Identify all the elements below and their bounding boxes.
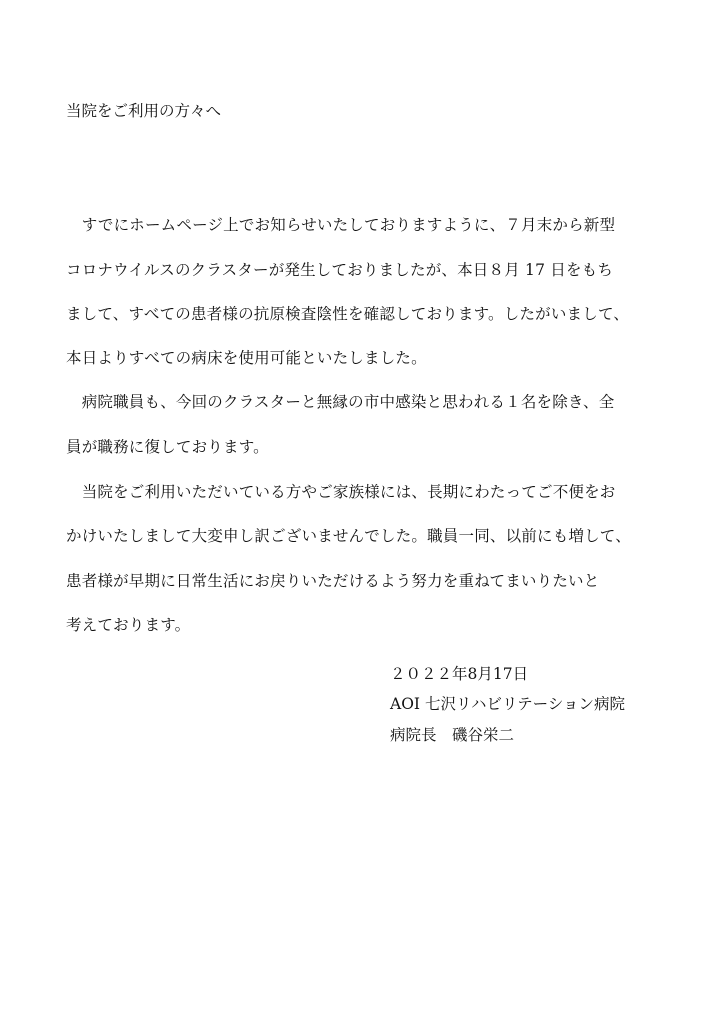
body-line: まして、すべての患者様の抗原検査陰性を確認しております。したがいまして、 (66, 305, 630, 323)
body-line: かけいたしまして大変申し訳ございませんでした。職員一同、以前にも増して、 (66, 527, 631, 545)
body-line: すでにホームページ上でお知らせいたしておりますように、７月末から新型 (66, 216, 616, 234)
body-line: 当院をご利用いただいている方やご家族様には、長期にわたってご不便をお (66, 483, 616, 501)
body-line: 患者様が早期に日常生活にお戻りいただけるよう努力を重ねてまいりたいと (66, 572, 600, 590)
body-line: 考えております。 (66, 616, 191, 634)
body-line: 本日よりすべての病床を使用可能といたしました。 (66, 349, 427, 367)
body-line: コロナウイルスのクラスターが発生しておりましたが、本日８月 17 日をもち (66, 261, 614, 279)
director-name: 病院長 磯谷栄二 (390, 726, 515, 744)
hospital-name: AOI 七沢リハビリテーション病院 (390, 695, 626, 713)
salutation: 当院をご利用の方々へ (66, 102, 222, 120)
body-line: 員が職務に復しております。 (66, 438, 269, 456)
signature-date: ２０２２年8月17日 (390, 665, 529, 683)
body-line: 病院職員も、今回のクラスターと無縁の市中感染と思われる１名を除き、全 (66, 393, 615, 411)
